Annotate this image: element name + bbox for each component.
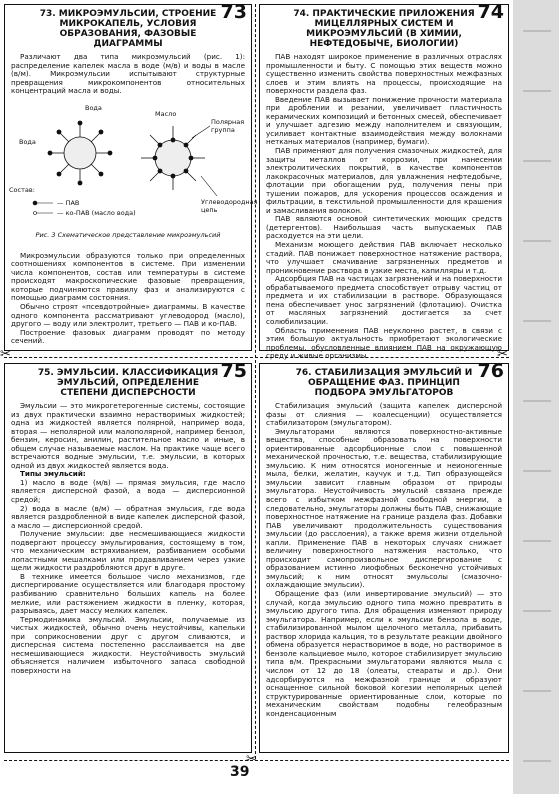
paragraph: Область применения ПАВ неуклонно растет, в связи с этим большую актуальность приобретают экологические проблемы, обусловленные влиянием ПАВ на окружающую среду и живые организмы. [266,325,502,361]
page-edge [513,0,559,794]
card-74 [259,1,509,361]
card-title: 74. ПРАКТИЧЕСКИЕ ПРИЛОЖЕНИЯ МИЦЕЛЛЯРНЫХ СИСТЕМ И МИКРОЭМУЛЬСИЙ (В ХИМИИ, НЕФТЕДОБЫЧЕ, БИОЛОГИИ) [293,9,475,49]
card-number: 75 [220,360,247,382]
paragraph-heading: Типы эмульсий: [20,469,86,479]
paragraph: Механизм моющего действия ПАВ включает несколько стадий. ПАВ понижает поверхностное натяжение раствора, что улучшает смачивание загрязненных предметов и проникновение раствора в узкие места, капилляры и т.д. [266,240,502,275]
legend-title: Состав: [9,185,35,194]
paragraph: Термодинамика эмульсий. Эмульсии, получаемые из чистых жидкостей, обычно очень неустойчивы, капельки при соприкосновении друг с другом сливаются, и дисперсная система постепенно расслаивается на две несмешивающиеся жидкости. Неустойчивость эмульсий объясняется наличием избыточного запаса свободной поверхности на [11,614,245,675]
label-polar-group: Полярная группа [211,117,245,134]
label-water-top: Вода [85,103,102,112]
label-water-left: Вода [19,137,36,146]
paragraph: Введение ПАВ вызывает понижение прочности материала при дроблении и резании, увеличивает пластичность керамических композиций и бетонных смесей, обеспечивает и улучшает адгезию между наполнителем и связующим, усиливает контактные взаимодействия между волокнами нетканых материалов (например, бумаги). [266,94,502,147]
legend-surfactant: — ПАВ [57,198,80,207]
cut-line-vertical [255,4,256,759]
paragraph: Получение эмульсии: две несмешивающиеся жидкости подвергают процессу эмульгирования, состоящему в том, что механическим встряхиванием, разбиванием особыми лопастными мешалками или продавливанием через узкие щели жидкости раздробляются друг в друге. [11,529,245,573]
label-oil: Масло [155,109,177,118]
legend-cosurfactant: — ко-ПАВ (масло вода) [57,208,136,217]
paragraph: Построение фазовых диаграмм проводят по методу сечений. [11,327,245,346]
cut-line [4,357,509,358]
card-intro: Различают два типа микроэмульсий (рис. 1): распределение капелек масла в воде (м/в) и воды в масле (в/м). Микроэмульсии испытывают структурные превращения микрокомпонентов относительных концентраций масла и воды. [11,52,245,96]
paragraph: 2) вода в масле (в/м) — обратная эмульсия, где вода является раздробленной в виде капелек дисперсной фазой, а масло — дисперсионной средой. [11,503,245,530]
scissors-icon: ✂ [497,347,508,362]
paragraph: Эмульгаторами являются поверхностно-активные вещества, способные образовать на поверхности ориентированные адсорбционные слои с повышенной механической прочностью, т.е. вещества, стабилизирующие эмульсию. К ним относятся ионогенные и неионогенные мыла, белки, желатин, каучук и т.д. Тип образующейся эмульсии зависит главным образом от природы эмульгатора. Неустойчивость эмульсий связана прежде всего с избытком межфазной свободной энергии, а следовательно, эмульгаторы должны быть ПАВ, снижающие поверхностное натяжение на границе раздела фаз. Добавки ПАВ увеличивают продолжительность существования эмульсии (до расслоения), а также время жизни отдельной капли. Применение ПАВ в некоторых случаях снижает величину поверхностного натяжения настолько, что происходит самопроизвольное диспергирование с образованием истинно лиофобных бесконечно устойчивых эмульсий; к ним относят эмульсолы (смазочно-охлаждающие эмульсии). [266,426,502,590]
paragraph: Стабилизация эмульсий (защита капелек дисперсной фазы от слияния — коалесценции) осуществляется стабилизатором (эмульгатором). [266,401,502,428]
card-number: 74 [477,1,504,23]
paragraph: Обращение фаз (или инвертирование эмульсий) — это случай, когда эмульсию одного типа можно превратить в эмульсию другого типа. Для обращения изменяют природу эмульгатора. Например, если к эмульсии бензола в воде, стабилизированной мылом щелочного металла, прибавить раствор хлорида кальция, то в результате реакции двойного обмена образуется нерастворимое в воде, но растворимое в бензоле кальциевое мыло, которое стабилизирует эмульсию типа в/м. Прекрасными эмульгаторами являются мыла с числом от 12 до 18 (олеаты, стеараты и др.). Они адсорбируются на межфазной границе и образуют оснащенное сильной боковой когезии неполярных цепей структурированные ориентированные слои, которые по механическим свойствам подобны гелеобразным конденсационным [266,589,502,718]
paragraph: Обычно строят «псевдотройные» диаграммы. В качестве одного компонента рассматривают углеводород (масло), другого — воду или электролит, третьего — ПАВ и ко-ПАВ. [11,302,245,329]
paragraph: ПАВ являются основой синтетических моющих средств (детергентов). Наибольшая часть выпускаемых ПАВ расходуется на эти цели. [266,214,502,241]
card-75 [4,360,252,753]
paragraph: Адсорбция ПАВ на частицах загрязнений и на поверхности обрабатываемого предмета способствует отрыву частиц от предмета и их стабилизации в растворе. Образующаяся пена обеспечивает унос загрязнений (флотацию). Очистка от масляных загрязнений достигается за счет солюбилизации. [266,274,502,326]
card-number: 73 [220,1,247,23]
page-number: 39 [230,764,250,780]
label-hydrocarbon-chain: Углеводородная цепь [201,197,258,214]
paragraph: Эмульсии — это микрогетерогенные системы, состоящие из двух практически взаимно нерастворимых жидкостей; одна из жидкостей является полярной, например вода, вторая — неполярной или малополярной, например бензол, бензин, керосин, анилин, растительное масло и иные, в общем случае называемые маслом. На практике чаще всего встречаются водные эмульсии, т.е. эмульсии, в которых одной из двух жидкостей является вода. [11,401,245,470]
card-title: 76. СТАБИЛИЗАЦИЯ ЭМУЛЬСИЙ И ОБРАЩЕНИЕ ФАЗ. ПРИНЦИП ПОДБОРА ЭМУЛЬГАТОРОВ [295,368,473,398]
paragraph: Микроэмульсии образуются только при определенных соотношениях компонентов в системе. При изменении числа компонентов, состав или температуры в системе происходят макроскопические фазовые превращения, которые подчиняются правилу фаз и анализируются с помощью диаграмм состояния. [11,250,245,303]
paragraph: ПАВ находят широкое применение в различных отраслях промышленности и быту. С помощью этих веществ можно существенно изменить свойства поверхностных межфазных слоев и этим влиять на процессы, происходящие на поверхности раздела фаз. [266,52,502,96]
card-73 [4,1,258,351]
paragraph: ПАВ применяют для получения смазочных жидкостей, для защиты металлов от коррозии, при нанесении электролитических покрытий, в качестве компонентов лакокрасочных материалов, для увлажнения нефтедобыче, флотации при обогащении руд, получения пены при тушении пожаров, для ускорения процессов осаждения и фильтрации, в текстильной промышленности для крашения и замасливания волокон. [266,146,502,215]
card-title: 75. ЭМУЛЬСИИ. КЛАССИФИКАЦИЯ ЭМУЛЬСИЙ, ОПРЕДЕЛЕНИЕ СТЕПЕНИ ДИСПЕРСНОСТИ [37,368,219,398]
paragraph: 1) масло в воде (м/в) — прямая эмульсия, где масло является дисперсной фазой, а вода — дисперсионной средой; [11,477,245,505]
card-76 [259,360,509,753]
scissors-icon: ✂ [0,347,11,362]
card-title: 73. МИКРОЭМУЛЬСИИ, СТРОЕНИЕ МИКРОКАПЕЛЬ, УСЛОВИЯ ОБРАЗОВАНИЯ, ФАЗОВЫЕ ДИАГРАММЫ [39,9,217,49]
card-number: 76 [477,360,504,382]
micelle-figure [5,98,258,248]
scissors-icon: ✂ [246,752,257,767]
paragraph: В технике имеется большое число механизмов, где диспергирование осуществляется или благодаря простому разбиванию сравнительно больших капель на более мелкие, или растяжением жидкости в пленку, которая, разрываясь, дает массу мелких капелек. [11,571,245,616]
figure-caption: Рис. 3 Схематическое представление микроэмульсий [35,230,221,239]
